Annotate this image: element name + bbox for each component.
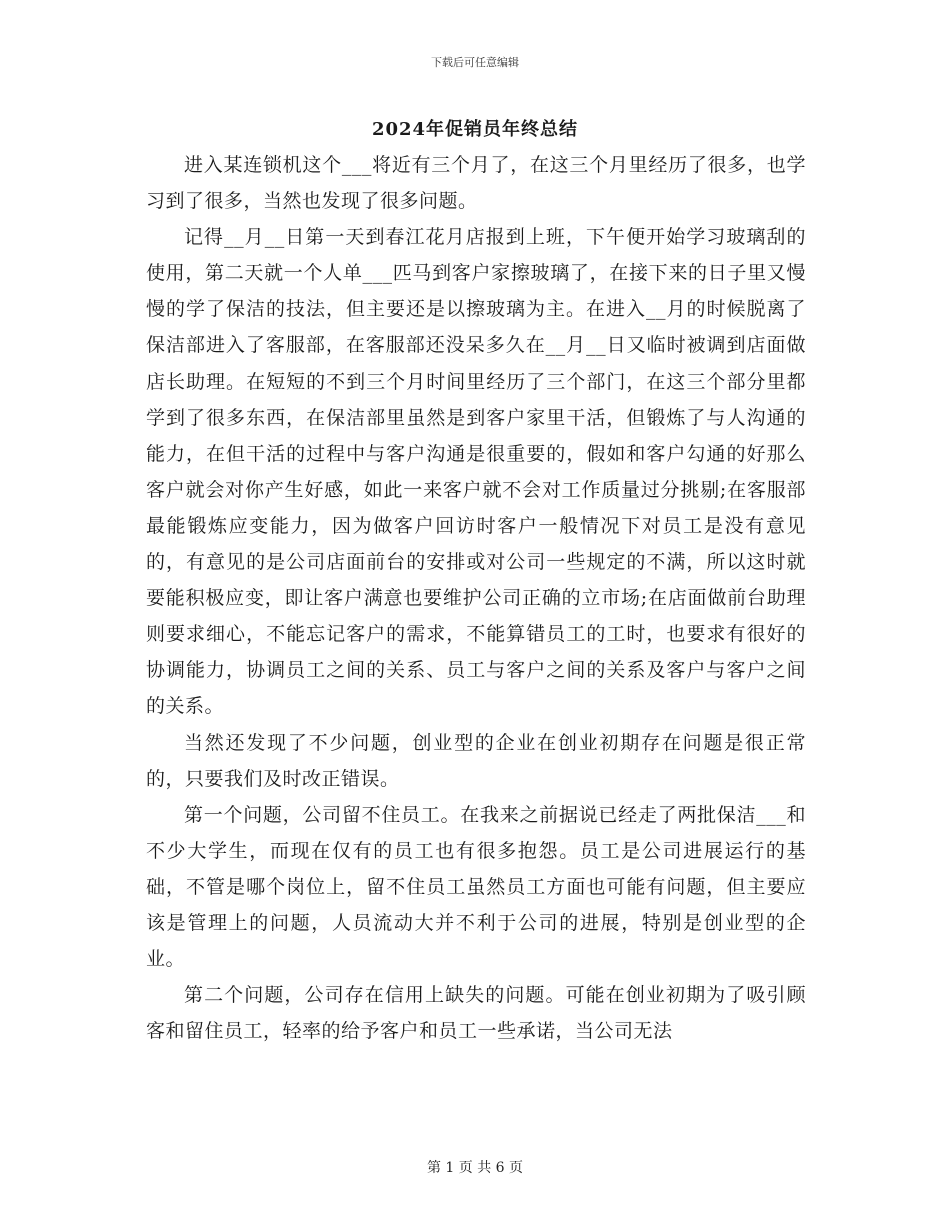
paragraph-problem-one: 第一个问题，公司留不住员工。在我来之前据说已经走了两批保洁___和不少大学生，而现在仅有的员工也有很多抱怨。员工是公司进展运行的基础，不管是哪个岗位上，留不住员工虽然员工方面也可能有问题，但主要应该是管理上的问题，人员流动大并不利于公司的进展，特别是创业型的企业。 <box>146 803 806 971</box>
paragraph-problem-two: 第二个问题，公司存在信用上缺失的问题。可能在创业初期为了吸引顾客和留住员工，轻率的给予客户和员工一些承诺，当公司无法 <box>146 984 806 1043</box>
paragraph-problems-intro: 当然还发现了不少问题，创业型的企业在创业初期存在问题是很正常的，只要我们及时改正错误。 <box>146 731 806 790</box>
page-number-footer: 第 1 页 共 6 页 <box>426 1160 524 1176</box>
paragraph-intro: 进入某连锁机这个___将近有三个月了，在这三个月里经历了很多，也学习到了很多，当然也发现了很多问题。 <box>146 154 806 213</box>
header-note: 下载后可任意编辑 <box>431 56 519 69</box>
document-body <box>146 147 806 1049</box>
document-title: 2024年促销员年终总结 <box>371 119 579 140</box>
paragraph-experience: 记得__月__日第一天到春江花月店报到上班，下午便开始学习玻璃刮的使用，第二天就一个人单___匹马到客户家擦玻璃了，在接下来的日子里又慢慢的学了保洁的技法，但主要还是以擦玻璃为主。在进入__月的时候脱离了保洁部进入了客服部，在客服部还没呆多久在__月__日又临时被调到店面做店长助理。在短短的不到三个月时间里经历了三个部门，在这三个部分里都学到了很多东西，在保洁部里虽然是到客户家里干活，但锻炼了与人沟通的能力，在但干活的过程中与客户沟通是很重要的，假如和客户勾通的好那么客户就会对你产生好感，如此一来客户就不会对工作质量过分挑剔;在客服部最能锻炼应变能力，因为做客户回访时客户一般情况下对员工是没有意见的，有意见的是公司店面前台的安排或对公司一些规定的不满，所以这时就要能积极应变，即让客户满意也要维护公司正确的立市场;在店面做前台助理则要求细心，不能忘记客户的需求，不能算错员工的工时，也要求有很好的协调能力，协调员工之间的关系、员工与客户之间的关系及客户与客户之间的关系。 <box>146 226 806 718</box>
